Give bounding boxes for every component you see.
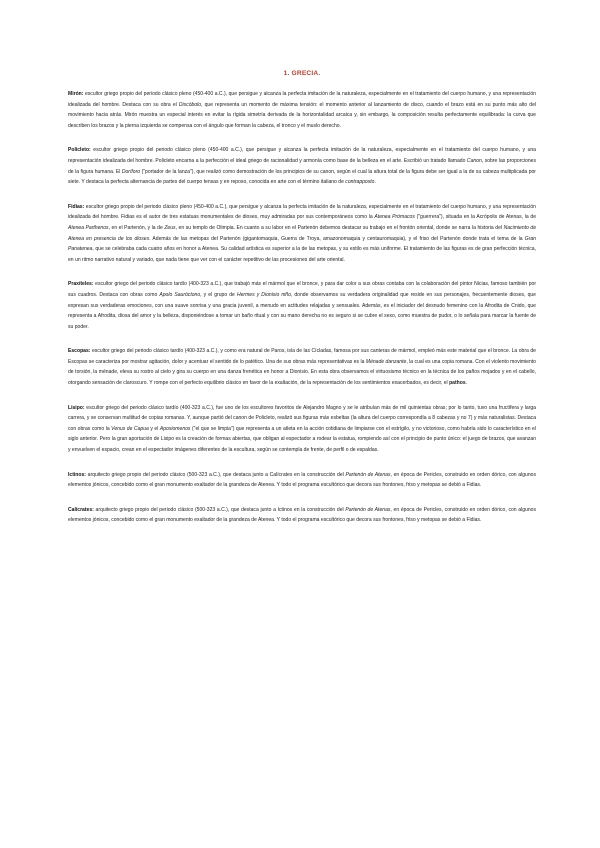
paragraph-text: , donde observamos su verdadera originalidad que reside en sus personajes, frecuentemente dioses, que expresan sus verdaderas emociones, con una suave sonrisa y una gracia juvenil, a menudo en actitudes relajadas y sensuales. Además, es el iniciador del desnudo femenino con la Afrodita de Cnido, que representa a Afrodita, diosa del amor y la belleza, disponiéndose a tomar un baño ritual y con su mano derecha no es seguro si se cubre el sexo, como muestra de pudor, o lo señala para marcar la fuente de su poder. [68,291,536,330]
artist-paragraph [68,202,536,266]
artist-name: Praxíteles: [68,281,94,288]
sections-container [68,89,536,526]
work-title: contrapposto [345,179,375,186]
paragraph-text: ("el que se limpia") que representa a un atleta en la acción cotidiana de limpiarse con el estrígilo, y no victorioso, como habría sido lo característico en el siglo anterior. Pero la gran aportación de Lisipo es la creación de formas abiertas, que obligan al espectador a rodear la estatua, rompiendo así con el principio de punto único: el juego de brazos, que avanzan y envuelven el espacio, crean en el espectador imágenes diferentes de la escultura, según se contempla de frente, de perfil o de espaldas. [68,425,536,454]
artist-name: Lisipo: [68,404,85,411]
paragraph-text: , y el grupo de [200,291,237,298]
paragraph-text: , en el Partenón, y la de [108,224,165,231]
artist-name: Calícrates: [68,506,94,513]
work-title: Ménade danzante [365,358,407,365]
paragraph-text: escultor griego propio del periodo clásico pleno (450-400 a.C.), que persigue y alcanza la perfecta imitación de la naturaleza, especialmente en el tratamiento del cuerpo humano, y una representación idealizada del hombre. Destaca con su obra el [68,91,536,108]
paragraph-text: . Además de las metopas del Partenón (gigantomaquia, Guerra de Troya, amazonomaquia y centauromaquia), y el friso del Partenón donde trata el tema de la [149,235,525,242]
paragraph-text: , que representa un momento de máxima tensión: el momento anterior al lanzamiento de disco, cuando el brazo está en su punto más alto del movimiento hacia atrás. Mirón muestra un especial interés en evitar la rígida simetría derivada de la horizontalidad arcaica y, sin embargo, la composición resulta perfectamente equilibrada: la curva que describen los brazos y la pierna izquierda se compensa con el ángulo que forman la cabeza, el tronco y el muslo derecho. [68,101,536,129]
work-title: Zeus [164,224,176,231]
paragraph-text: escultor griego propio del periodo clásico pleno (450-400 a.C.), que persigue y alcanza la perfecta imitación de la naturaleza, especialmente en el tratamiento del cuerpo humano, y una representación idealizada del hombre. Policleto encarna a la perfección el ideal griego de racionalidad y armonía como base de la belleza en el arte. Escribió un tratado llamado [68,147,536,164]
paragraph-text: , que se celebraba cada cuatro años en honor a Atenea. Su calidad artística es superior a la de las metopas, y su estilo es más uniforme. El tratamiento de las figuras es de gran perfección técnica, en un ritmo narrativo natural y variado, que nada tiene que ver con el carácter repetitivo de las procesiones del arte oriental. [68,246,536,263]
artist-name: Escopas: [68,348,91,355]
page-title: 1. GRECIA. [283,70,321,77]
artist-name: Ictinos: [68,471,86,478]
paragraph-text: escultor griego del periodo clásico tardío (400-323 a.C.), y como era natural de Paros, isla de las Cícladas, famosa por sus canteras de mármol, empleó más este material que el bronce. La obra de Escopas se caracteriza por mostrar agitación, dolor y acentuar el sentido de lo patético. Una de sus obras más representativas es la [68,348,536,365]
paragraph-text: . [465,380,468,387]
paragraph-text: arquitecto griego propio del periodo clásico (500-323 a.C.), que destaca junto a Calícrates en la construcción del [85,471,346,478]
artist-paragraph [68,346,536,388]
paragraph-text: arquitecto griego propio del periodo clásico (500-323 a.C.), que destaca junto a Ictinos en la construcción del [93,506,346,513]
work-title: Apolo Sauróctono [159,291,201,298]
work-title: Partenón de Atenas [345,471,391,478]
paragraph-text: ("guerrera"), situada en la Acrópolis de Atenas, la de [414,214,536,221]
work-title: Canon [466,157,482,164]
work-title: Atenea Parthenos [68,224,109,231]
work-title: Doríforo [121,168,141,175]
paragraph-text: y el [148,425,160,432]
paragraph-text: escultor griego del periodo clásico tardío (400-323 a.C.), que trabajó más el mármol que el bronce, y para dar color a sus obras contaba con la colaboración del pintor Nicias, famoso también por sus cuadros. Destaca con obras como [68,281,536,298]
work-title: Discóbolo [178,101,202,108]
artist-name: Fidias: [68,203,85,210]
work-title: Apoxiomenos [159,425,191,432]
work-title: Atenea Prómacos [374,214,415,221]
work-title: Gran Panatenea [68,235,536,253]
artist-paragraph [68,470,536,491]
artist-paragraph [68,403,536,456]
artist-name: Policleto: [68,147,91,154]
artist-name: Mirón: [68,91,84,97]
paragraph-text: , en su templo de Olimpia. En cuanto a su labor en el Partenón debemos destacar su trabajo en el frontón oriental, donde se narra la historia del [175,224,504,231]
work-title: Nacimiento de Atenea en presencia de los dioses [68,224,537,242]
artist-paragraph [68,89,536,131]
paragraph-text: escultor griego del periodo clásico tardío (400-323 a.C.), fue uno de los escultores favoritos de Alejandro Magno y se le atribuían más de mil quinientas obras; por lo tanto, tuvo una fructífera y larga carrera, y se conservan multitud de copias romanas. Y, aunque partió del canon de Policleto, realizó sus figuras más esbeltas (la altura del cuerpo correspondía a 8 cabezas y no 7) y más naturalistas. Destaca con obras como la [68,404,536,432]
work-title: Hermes y Dionisio niño [236,291,291,298]
paragraph-text: ("portador de la lanza"), que realizó como demostración de los principios de su canon, según el cual la altura total de la figura debe ser igual a la de su cabeza multiplicada por siete. Y destaca la perfecta alternancia de partes del cuerpo tensas y en reposo, conocida en arte con el término italiano de [68,168,536,186]
work-title: Partenón de Atenas [345,506,391,513]
artist-paragraph [68,145,536,187]
paragraph-text: . [374,179,376,186]
paragraph-text: escultor griego propio del periodo clásico pleno (450-400 a.C.), que persigue y alcanza la perfecta imitación de la naturaleza, especialmente en el tratamiento del cuerpo humano, y una representación idealizada del hombre. Fidias es el autor de tres estatuas monumentales de dioses, muy admiradas por sus contemporáneos como la [68,203,536,221]
paragraph-text: , la cual es una copia romana. Con el violento movimiento de torsión, la ménade, eleva su rostro al cielo y gira su cuerpo en una danza frenética en honor a Dionisio. En esta obra observamos el virtuosismo técnico en la técnica de los paños mojados y en el cabello, otorgando sensación de claroscuro. Y rompe con el perfecto equilibrio clásico en favor de la exaltación, de la representación de los sentimientos exacerbados, es decir, el [68,358,536,387]
paragraph-text: , en época de Pericles, construido en orden dórico, con algunos elementos jónicos, concebido como el gran monumento exaltador de la grandeza de Atenea. Y todo el programa escultórico que decora sus frontones, friso y metopas se debió a Fidias. [68,506,536,524]
artist-paragraph [68,505,536,526]
paragraph-text: , en época de Pericles, construido en orden dórico, con algunos elementos jónicos, concebido como el gran monumento exaltador de la grandeza de Atenea. Y todo el programa escultórico que decora sus frontones, friso y metopas se debió a Fidias. [68,471,536,489]
bold-term: pathos [449,380,466,387]
work-title: Venus de Capua [111,425,149,432]
artist-paragraph [68,279,536,332]
paragraph-text: , sobre las proporciones de la figura humana. El [68,157,536,175]
